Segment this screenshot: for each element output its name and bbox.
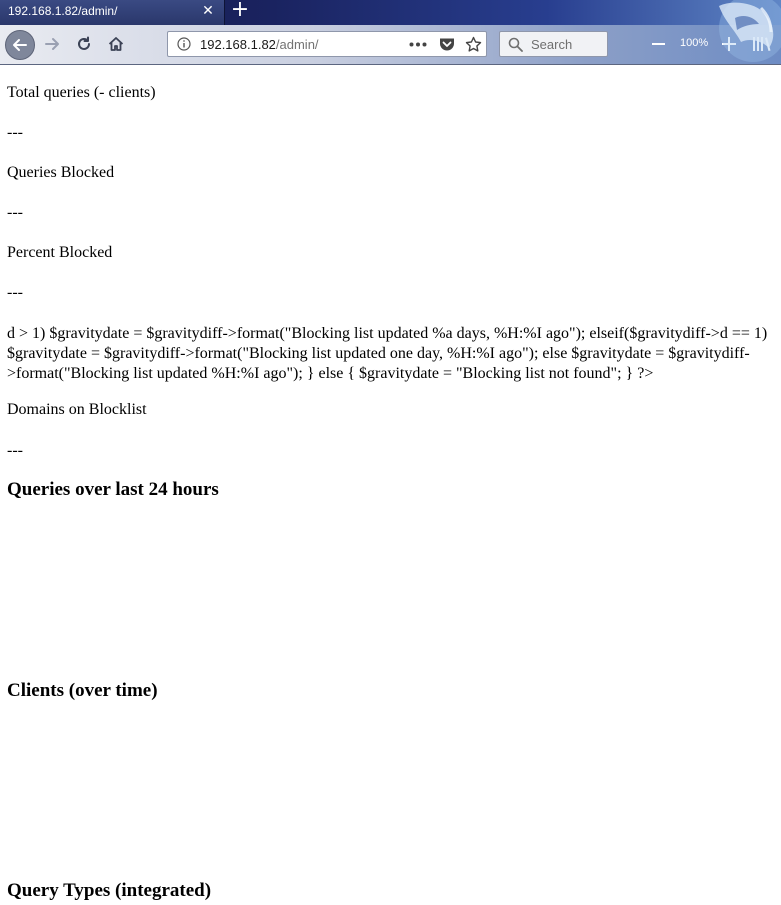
home-button[interactable]: [102, 30, 130, 58]
browser-titlebar: [0, 0, 781, 25]
reload-button[interactable]: [70, 30, 98, 58]
search-icon: [508, 37, 523, 52]
url-host: 192.168.1.82: [200, 37, 276, 52]
close-tab-icon[interactable]: ✕: [202, 3, 214, 19]
page-actions-icon[interactable]: [409, 42, 427, 47]
percent-blocked-value: ---: [7, 284, 23, 301]
pocket-icon[interactable]: [439, 37, 455, 52]
domains-on-blocklist-value: ---: [7, 442, 23, 459]
browser-tab[interactable]: [0, 0, 225, 25]
query-types-heading: Query Types (integrated): [7, 880, 212, 901]
queries-blocked-label: Queries Blocked: [7, 164, 115, 181]
arrow-right-icon: [43, 35, 61, 53]
theme-artwork-icon: [691, 0, 781, 64]
new-tab-plus-icon[interactable]: +: [230, 0, 250, 22]
tab-title: 192.168.1.82/admin/: [8, 4, 118, 18]
total-queries-value: ---: [7, 124, 23, 141]
home-icon: [107, 35, 125, 53]
url-bar[interactable]: [167, 31, 487, 57]
url-path: /admin/: [275, 37, 319, 52]
total-queries-label: Total queries (- clients): [7, 84, 156, 101]
domains-on-blocklist-label: Domains on Blocklist: [7, 401, 147, 418]
gravity-code-text: d > 1) $gravitydate = $gravitydiff->format("Blocking list updated %a days, %H:%I ago"); elseif($gravitydiff->d == 1) $gravitydate = $gravitydiff->format("Blocking list updated one day, %H:%I ago"); else $gravitydate = $gravitydiff->format("Blocking list updated %H:%I ago"); } else { $gravitydate = "Blocking list not found"; } ?>: [7, 325, 768, 382]
back-button[interactable]: [5, 30, 35, 60]
reload-icon: [75, 35, 93, 53]
queries-blocked-value: ---: [7, 204, 23, 221]
queries-over-time-heading: Queries over last 24 hours: [7, 479, 219, 500]
search-input[interactable]: Search: [531, 37, 573, 52]
zoom-level[interactable]: 100%: [680, 37, 709, 49]
page-content: [0, 65, 781, 905]
arrow-left-icon: [11, 36, 29, 54]
url-text[interactable]: [200, 37, 319, 52]
zoom-out-icon[interactable]: [652, 43, 665, 46]
bookmark-star-icon[interactable]: [465, 36, 482, 53]
percent-blocked-label: Percent Blocked: [7, 244, 113, 261]
info-icon[interactable]: [177, 37, 191, 51]
clients-over-time-heading: Clients (over time): [7, 680, 158, 701]
forward-button[interactable]: [38, 30, 66, 58]
browser-navbar: [0, 25, 781, 65]
search-bar[interactable]: [499, 31, 608, 57]
